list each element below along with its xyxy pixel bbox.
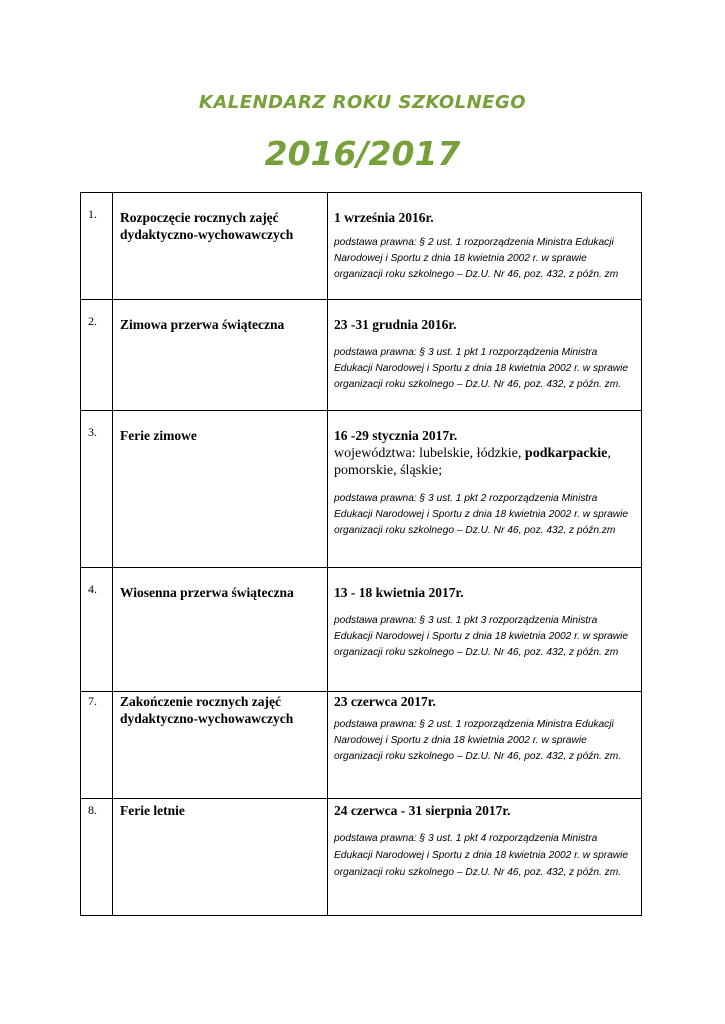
- row-number: 7.: [88, 694, 97, 708]
- voivodeship-highlight: podkarpackie: [524, 445, 608, 461]
- event-name: Ferie letnie: [120, 803, 185, 818]
- row-number-cell: [81, 300, 113, 411]
- row-number-cell: [81, 692, 113, 799]
- table-row: [81, 568, 642, 692]
- table-row: [81, 692, 642, 799]
- row-number-cell: [81, 411, 113, 568]
- voivodeships-list: [328, 445, 641, 480]
- event-date-cell: [328, 193, 642, 300]
- legal-basis: podstawa prawna: § 2 ust. 1 rozporządzenia Ministra Edukacji Narodowej i Sportu z dnia 18 kwietnia 2002 r. w sprawie organizacji roku szkolnego – Dz.U. Nr 46, poz. 432, z późn. zm.: [334, 718, 622, 762]
- legal-basis: podstawa prawna: § 3 ust. 1 pkt 3 rozporządzenia Ministra Edukacji Narodowej i Sportu z dnia 18 kwietnia 2002 r. w sprawie organizacji roku szkolnego – Dz.U. Nr 46, poz. 432, z późn. zm: [334, 614, 629, 658]
- row-number: 1.: [88, 207, 97, 221]
- voivodeships-text: województwa: lubelskie, łódzkie,: [334, 445, 525, 461]
- legal-basis: podstawa prawna: § 3 ust. 1 pkt 1 rozporządzenia Ministra Edukacji Narodowej i Sportu z dnia 18 kwietnia 2002 r. w sprawie organizacji roku szkolnego – Dz.U. Nr 46, poz. 432, z późn. zm.: [334, 346, 629, 390]
- event-date-cell: [328, 568, 642, 692]
- event-name: Wiosenna przerwa świąteczna: [120, 585, 294, 600]
- table-row: [81, 300, 642, 411]
- event-name-cell: [113, 193, 328, 300]
- table-row: [81, 193, 642, 300]
- event-name-cell: [113, 799, 328, 916]
- event-date: 13 - 18 kwietnia 2017r.: [334, 585, 464, 600]
- row-number-cell: [81, 193, 113, 300]
- event-name-cell: [113, 411, 328, 568]
- event-name-cell: [113, 568, 328, 692]
- event-date: 23 -31 grudnia 2016r.: [334, 317, 457, 332]
- event-name-cell: [113, 692, 328, 799]
- row-number: 4.: [88, 582, 97, 596]
- document-title: KALENDARZ ROKU SZKOLNEGO: [198, 92, 527, 113]
- table-row: [81, 799, 642, 916]
- row-number: 3.: [88, 425, 97, 439]
- event-date: 16 -29 stycznia 2017r.: [334, 428, 458, 443]
- event-date-cell: [328, 799, 642, 916]
- table-row: [81, 411, 642, 568]
- event-name: Zimowa przerwa świąteczna: [120, 317, 285, 332]
- row-number-cell: [81, 799, 113, 916]
- event-name: Rozpoczęcie rocznych zajęć dydaktyczno-wychowawczych: [120, 210, 294, 242]
- event-name: Ferie zimowe: [120, 428, 197, 443]
- legal-basis: podstawa prawna: § 2 ust. 1 rozporządzenia Ministra Edukacji Narodowej i Sportu z dnia 18 kwietnia 2002 r. w sprawie organizacji roku szkolnego – Dz.U. Nr 46, poz. 432, z późn. zm: [334, 236, 619, 280]
- event-date-cell: [328, 300, 642, 411]
- event-name: Zakończenie rocznych zajęć dydaktyczno-wychowawczych: [120, 694, 294, 726]
- legal-basis: podstawa prawna: § 3 ust. 1 pkt 4 rozporządzenia Ministra Edukacji Narodowej i Sportu z dnia 18 kwietnia 2002 r. w sprawie organizacji roku szkolnego – Dz.U. Nr 46, poz. 432, z późn. zm.: [334, 832, 629, 878]
- event-date-cell: [328, 411, 642, 568]
- row-number-cell: [81, 568, 113, 692]
- voivodeships-text-end: , pomorskie, śląskie;: [334, 445, 611, 479]
- legal-basis: podstawa prawna: § 3 ust. 1 pkt 2 rozporządzenia Ministra Edukacji Narodowej i Sportu z dnia 18 kwietnia 2002 r. w sprawie organizacji roku szkolnego – Dz.U. Nr 46, poz. 432, z późn.zm: [334, 492, 629, 536]
- event-name-cell: [113, 300, 328, 411]
- event-date: 1 września 2016r.: [334, 210, 434, 225]
- event-date: 24 czerwca - 31 sierpnia 2017r.: [334, 803, 511, 818]
- event-date-cell: [328, 692, 642, 799]
- calendar-table: [80, 192, 642, 916]
- row-number: 8.: [88, 803, 97, 817]
- event-date: 23 czerwca 2017r.: [334, 694, 436, 709]
- row-number: 2.: [88, 314, 97, 328]
- school-year: 2016/2017: [264, 134, 461, 173]
